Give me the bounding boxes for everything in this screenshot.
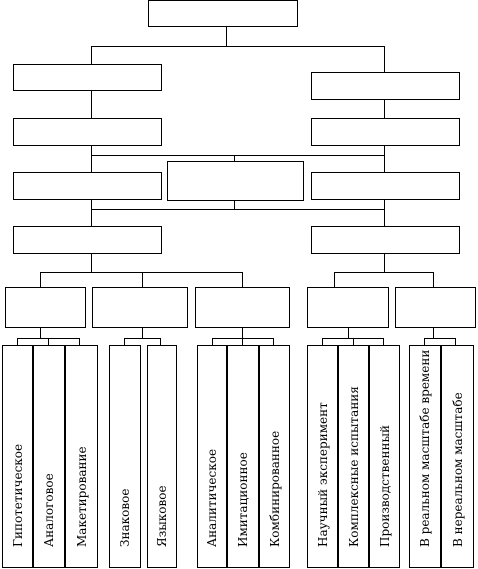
- connector: [242, 272, 243, 288]
- leaf-label: Знаковое: [118, 488, 132, 547]
- leaf-label: Комплексные испытания: [346, 386, 361, 547]
- right-box-2: [311, 118, 460, 146]
- connector: [384, 209, 385, 227]
- connector: [124, 338, 161, 339]
- connector: [424, 338, 456, 339]
- connector: [91, 91, 92, 119]
- connector: [348, 328, 349, 338]
- right-box-3: [311, 172, 460, 200]
- leaf-simulation: [227, 345, 259, 568]
- connector: [384, 46, 385, 73]
- leaf-complex-testing: [338, 345, 369, 568]
- leaf-label: Комбинированное: [267, 430, 282, 547]
- right-box-4: [311, 226, 460, 254]
- box-l3-5: [395, 287, 476, 328]
- box-l3-2: [92, 287, 188, 328]
- leaf-scientific-experiment: [307, 345, 338, 568]
- connector: [142, 272, 143, 288]
- right-box-1: [311, 72, 460, 100]
- left-box-2: [13, 118, 162, 146]
- root-box: [148, 0, 298, 27]
- leaf-combined: [259, 345, 290, 568]
- box-l3-1: [5, 287, 86, 328]
- leaf-analytical: [197, 345, 227, 568]
- leaf-label: В нереальном масштабе: [450, 392, 465, 547]
- connector: [384, 100, 385, 118]
- leaf-label: Языковое: [155, 485, 169, 547]
- connector: [91, 46, 385, 47]
- connector: [40, 328, 41, 338]
- leaf-language: [147, 345, 177, 568]
- leaf-label: В реальном масштабе времени: [418, 349, 432, 547]
- left-box-4: [13, 226, 162, 254]
- connector: [334, 272, 434, 273]
- leaf-hypothetical: [2, 345, 33, 568]
- leaf-nonrealtime: [441, 345, 474, 568]
- leaf-realtime: [409, 345, 441, 568]
- connector: [384, 155, 385, 173]
- center-box: [167, 161, 304, 201]
- leaf-mockup: [65, 345, 98, 568]
- left-box-1: [13, 64, 162, 91]
- leaf-production: [369, 345, 400, 568]
- connector: [384, 254, 385, 272]
- leaf-label: Научный эксперимент: [315, 402, 330, 547]
- leaf-label: Макетирование: [74, 446, 89, 547]
- leaf-label: Гипотетическое: [10, 443, 25, 547]
- connector: [91, 254, 92, 272]
- connector: [433, 272, 434, 288]
- leaf-analog: [33, 345, 65, 568]
- connector: [242, 328, 243, 338]
- connector: [433, 328, 434, 338]
- connector: [40, 272, 41, 288]
- connector: [212, 338, 274, 339]
- connector: [91, 155, 92, 173]
- box-l3-4: [307, 287, 389, 328]
- connector: [142, 328, 143, 338]
- box-l3-3: [195, 287, 290, 328]
- connector: [91, 209, 385, 210]
- leaf-label: Имитационное: [236, 452, 250, 547]
- leaf-label: Аналоговое: [42, 473, 56, 547]
- leaf-label: Производственный: [377, 424, 392, 547]
- leaf-sign: [109, 345, 141, 568]
- left-box-3: [13, 172, 162, 200]
- leaf-label: Аналитическое: [205, 448, 219, 547]
- connector: [91, 46, 92, 65]
- connector: [91, 155, 385, 156]
- connector: [226, 27, 227, 46]
- connector: [91, 209, 92, 227]
- connector: [334, 272, 335, 288]
